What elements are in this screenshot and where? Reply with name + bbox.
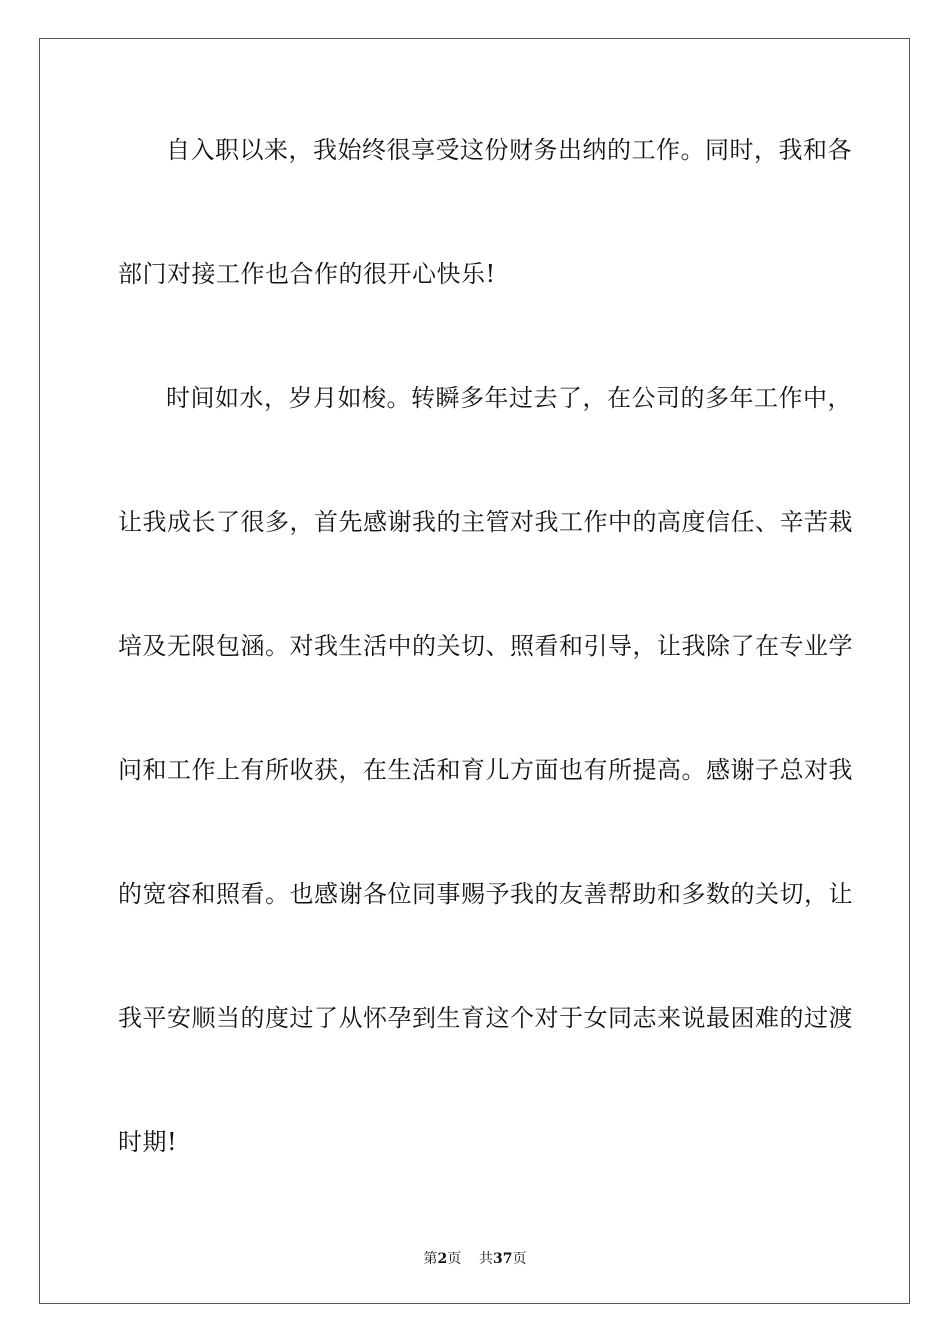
page-footer <box>0 1248 950 1268</box>
paragraph-line: 自入职以来，我始终很享受这份财务出纳的工作。同时，我和各 <box>166 136 852 164</box>
paragraph-line: 时间如水，岁月如梭。转瞬多年过去了，在公司的多年工作中， <box>166 384 852 412</box>
paragraph-line: 的宽容和照看。也感谢各位同事赐予我的友善帮助和多数的关切，让 <box>118 880 853 908</box>
page-number: 2 <box>437 1251 448 1267</box>
paragraph-line: 让我成长了很多，首先感谢我的主管对我工作中的高度信任、辛苦栽 <box>118 508 853 536</box>
total-suffix: 页 <box>512 1251 527 1267</box>
page-border <box>39 38 910 1304</box>
paragraph-line: 部门对接工作也合作的很开心快乐! <box>118 260 496 288</box>
paragraph-line: 时期! <box>118 1128 178 1156</box>
page-suffix: 页 <box>447 1251 462 1267</box>
total-prefix: 共 <box>479 1251 494 1267</box>
paragraph-line: 我平安顺当的度过了从怀孕到生育这个对于女同志来说最困难的过渡 <box>118 1004 853 1032</box>
paragraph-line: 问和工作上有所收获，在生活和育儿方面也有所提高。感谢子总对我 <box>118 756 853 784</box>
paragraph-line: 培及无限包涵。对我生活中的关切、照看和引导，让我除了在专业学 <box>118 632 853 660</box>
total-pages: 37 <box>493 1251 513 1267</box>
page-prefix: 第 <box>423 1251 438 1267</box>
